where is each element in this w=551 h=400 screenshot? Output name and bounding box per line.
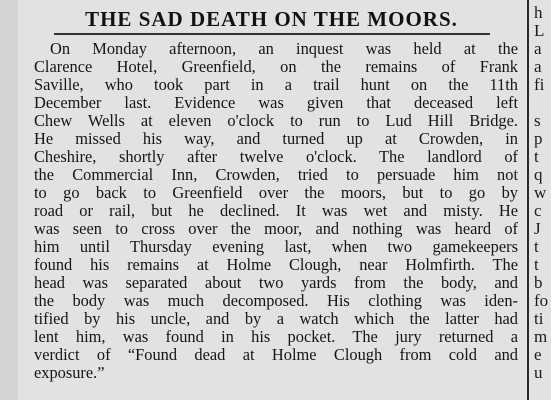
article-line: Cheshire, shortly after twelve o'clock. The landlord of — [34, 147, 518, 166]
neighbor-line: t — [534, 147, 539, 166]
article-line: to go back to Greenfield over the moors, but to go by — [34, 183, 518, 202]
article-line: Clarence Hotel, Greenfield, on the remains of Frank — [34, 57, 518, 76]
neighbor-line: h — [534, 3, 543, 22]
neighbor-line: ti — [534, 309, 544, 328]
article-line: He missed his way, and turned up at Crowden, in — [34, 129, 518, 148]
article-line: On Monday afternoon, an inquest was held at the — [50, 39, 518, 58]
article-line: verdict of “Found dead at Holme Clough from cold and — [34, 345, 518, 364]
article-line: Chew Wells at eleven o'clock to run to Lud Hill Bridge. — [34, 111, 518, 130]
neighbor-line: t — [534, 237, 539, 256]
neighbor-line: a — [534, 39, 542, 58]
neighbor-line: q — [534, 165, 543, 184]
article-line: tified by his uncle, and by a watch which the latter had — [34, 309, 518, 328]
article-line: December last. Evidence was given that deceased left — [34, 93, 518, 112]
neighbor-line: c — [534, 201, 542, 220]
neighbor-line: L — [534, 21, 545, 40]
neighbor-line: J — [534, 219, 541, 238]
neighbor-line: t — [534, 255, 539, 274]
article-line: road or rail, but he declined. It was wet and misty. He — [34, 201, 518, 220]
news-article — [16, 0, 527, 400]
article-line: exposure.” — [34, 363, 105, 382]
neighbor-line: m — [534, 327, 548, 346]
neighbor-line: p — [534, 129, 543, 148]
neighbor-line: s — [534, 111, 541, 130]
article-line: found his remains at Holme Clough, near Holmfirth. The — [34, 255, 518, 274]
article-line: Saville, who took part in a trail hunt on the 11th — [34, 75, 518, 94]
article-line: lent him, was found in his pocket. The jury returned a — [34, 327, 518, 346]
article-line: was seen to cross over the moor, and nothing was heard of — [34, 219, 518, 238]
neighbor-line: fo — [534, 291, 549, 310]
neighbor-line: u — [534, 363, 543, 382]
neighbor-line: b — [534, 273, 543, 292]
article-headline: THE SAD DEATH ON THE MOORS. — [85, 7, 458, 31]
article-line: the body was much decomposed. His clothing was iden- — [34, 291, 518, 310]
article-line: him until Thursday evening last, when two gamekeepers — [34, 237, 518, 256]
article-line: the Commercial Inn, Crowden, tried to persuade him not — [34, 165, 518, 184]
adjacent-column-fragment — [531, 0, 551, 400]
headline-underline — [54, 33, 490, 35]
neighbor-line: a — [534, 57, 542, 76]
neighbor-line: w — [534, 183, 547, 202]
column-divider — [527, 0, 529, 400]
article-line: head was separated about two yards from the body, and — [34, 273, 518, 292]
neighbor-line: e — [534, 345, 542, 364]
neighbor-line: fi — [534, 75, 545, 94]
